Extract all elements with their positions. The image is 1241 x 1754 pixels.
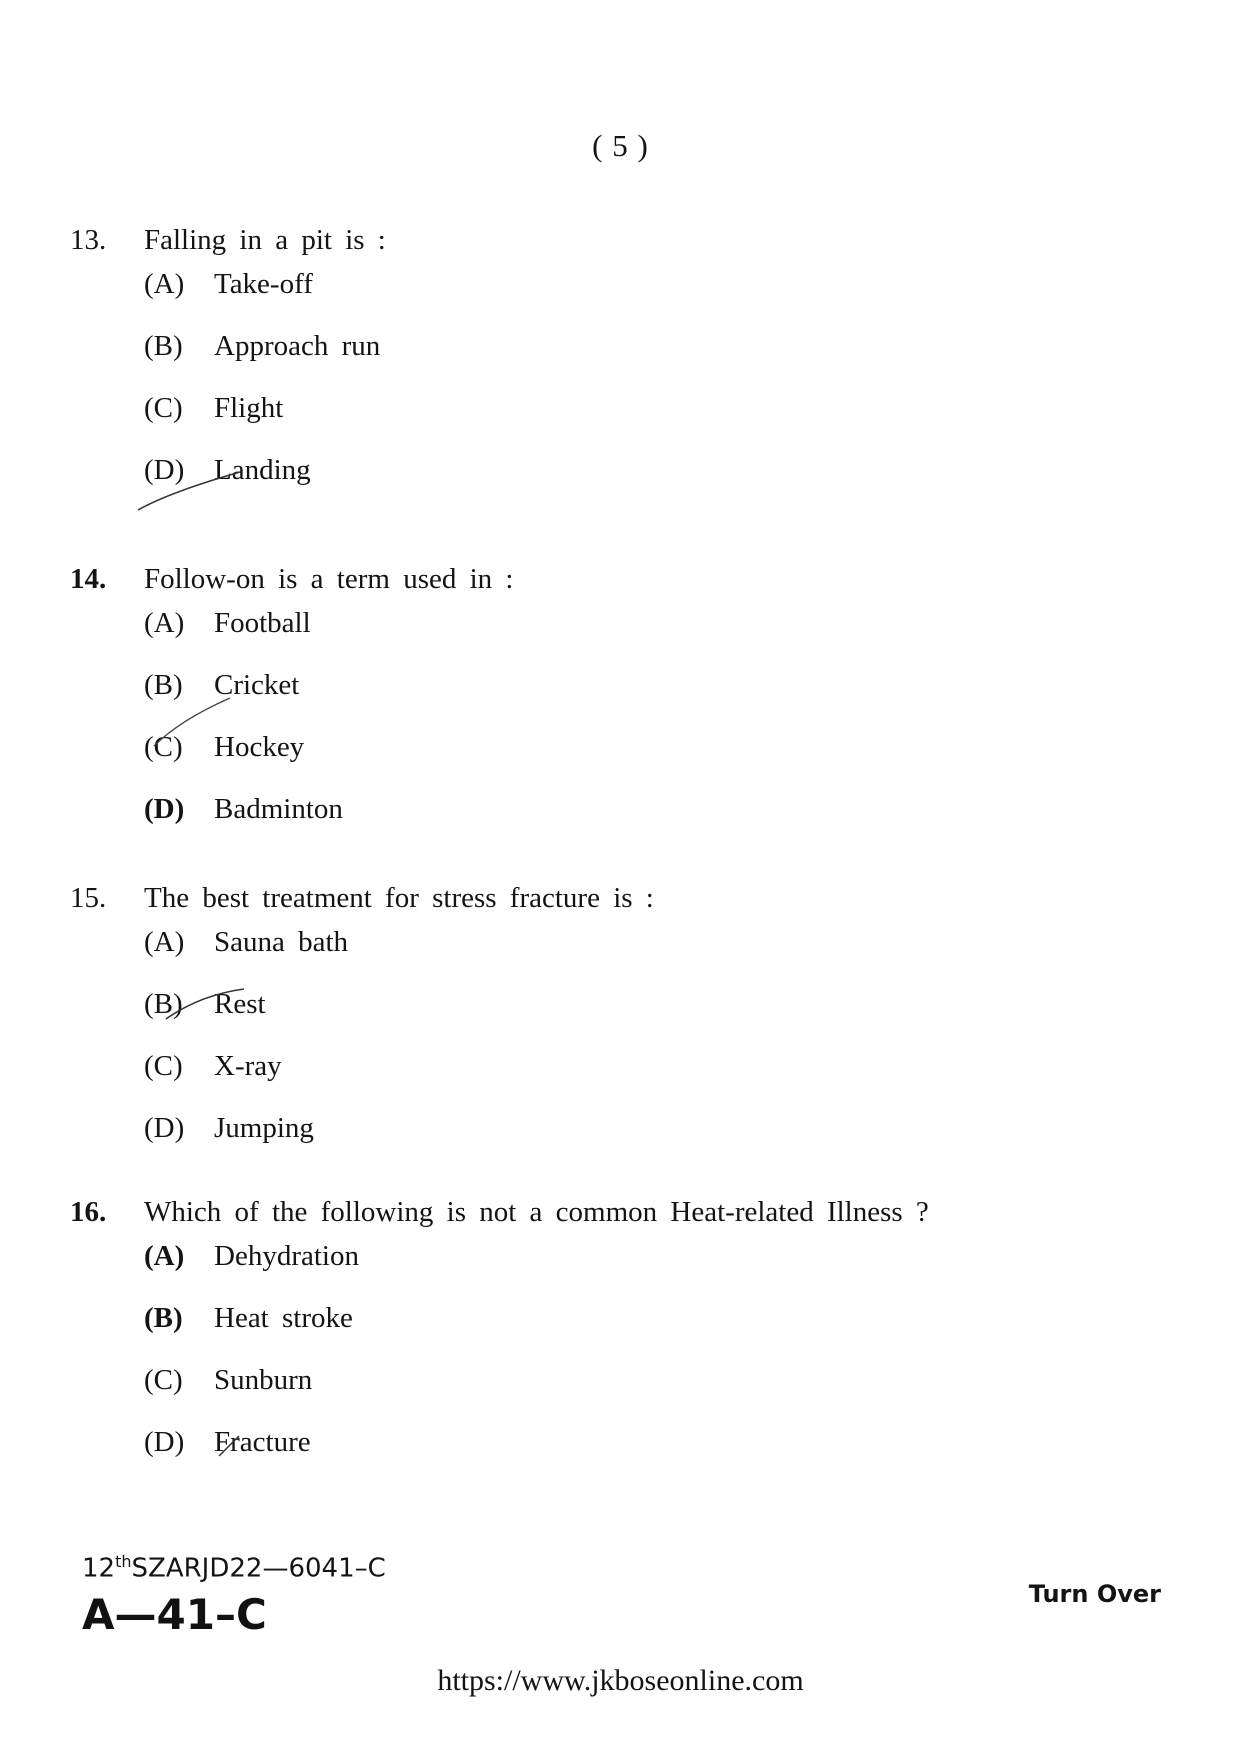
paper-code: A—41–C [82,1590,267,1639]
question-text: Falling in a pit is : [144,224,386,256]
option-letter: (A) [144,926,185,958]
option-letter: (A) [144,1240,185,1272]
option-b [144,669,1130,731]
turn-over-label: Turn Over [1028,1580,1161,1608]
question-14 [70,563,1130,855]
question-number: 15. [70,882,107,914]
option-c [144,731,1130,793]
option-text: Fracture [214,1426,311,1458]
question-text: Which of the following is not a common Heat-related Illness ? [144,1196,929,1228]
option-a [144,926,1130,988]
option-letter: (C) [144,1050,183,1082]
options-list [144,1240,1130,1488]
option-b [144,988,1130,1050]
option-text: Take-off [214,268,313,300]
option-text: Flight [214,392,284,424]
option-a [144,1240,1130,1302]
question-stem [70,563,1130,607]
option-text: Sauna bath [214,926,349,958]
option-letter: (A) [144,607,185,639]
question-15 [70,882,1130,1174]
question-13 [70,224,1130,516]
options-list [144,926,1130,1174]
option-letter: (B) [144,1302,183,1334]
option-d [144,454,1130,516]
option-letter: (C) [144,1364,183,1396]
question-number: 13. [70,224,107,256]
option-d [144,1112,1130,1174]
source-url: https://www.jkboseonline.com [437,1664,804,1697]
option-text: Dehydration [214,1240,359,1272]
class-level: 12 [82,1553,116,1584]
option-a [144,607,1130,669]
option-letter: (D) [144,1426,185,1458]
option-letter: (D) [144,793,185,825]
options-list [144,607,1130,855]
option-letter: (B) [144,330,183,362]
option-c [144,1364,1130,1426]
class-level-suffix: th [115,1552,132,1571]
option-text: X-ray [214,1050,282,1082]
option-letter: (D) [144,1112,185,1144]
option-text: Landing [214,454,311,486]
options-list [144,268,1130,516]
option-letter: (A) [144,268,185,300]
option-text: Football [214,607,311,639]
option-letter: (C) [144,731,183,763]
page-number: ( 5 ) [592,128,649,163]
option-letter: (B) [144,669,183,701]
question-text: Follow-on is a term used in : [144,563,514,595]
option-b [144,330,1130,392]
option-c [144,392,1130,454]
option-text: Hockey [214,731,305,763]
question-stem [70,882,1130,926]
option-d [144,1426,1130,1488]
option-text: Sunburn [214,1364,313,1396]
option-letter: (B) [144,988,183,1020]
option-b [144,1302,1130,1364]
option-a [144,268,1130,330]
question-stem [70,224,1130,268]
option-text: Rest [214,988,266,1020]
option-text: Jumping [214,1112,314,1144]
question-stem [70,1196,1130,1240]
option-text: Badminton [214,793,343,825]
question-16 [70,1196,1130,1488]
option-text: Cricket [214,669,300,701]
option-d [144,793,1130,855]
option-letter: (D) [144,454,185,486]
option-c [144,1050,1130,1112]
option-text: Approach run [214,330,381,362]
question-number: 14. [70,563,107,595]
option-text: Heat stroke [214,1302,353,1334]
option-letter: (C) [144,392,183,424]
series-code [82,1552,386,1584]
series-code-text: SZARJD22—6041–C [131,1553,386,1584]
question-text: The best treatment for stress fracture is : [144,882,654,914]
question-number: 16. [70,1196,107,1228]
